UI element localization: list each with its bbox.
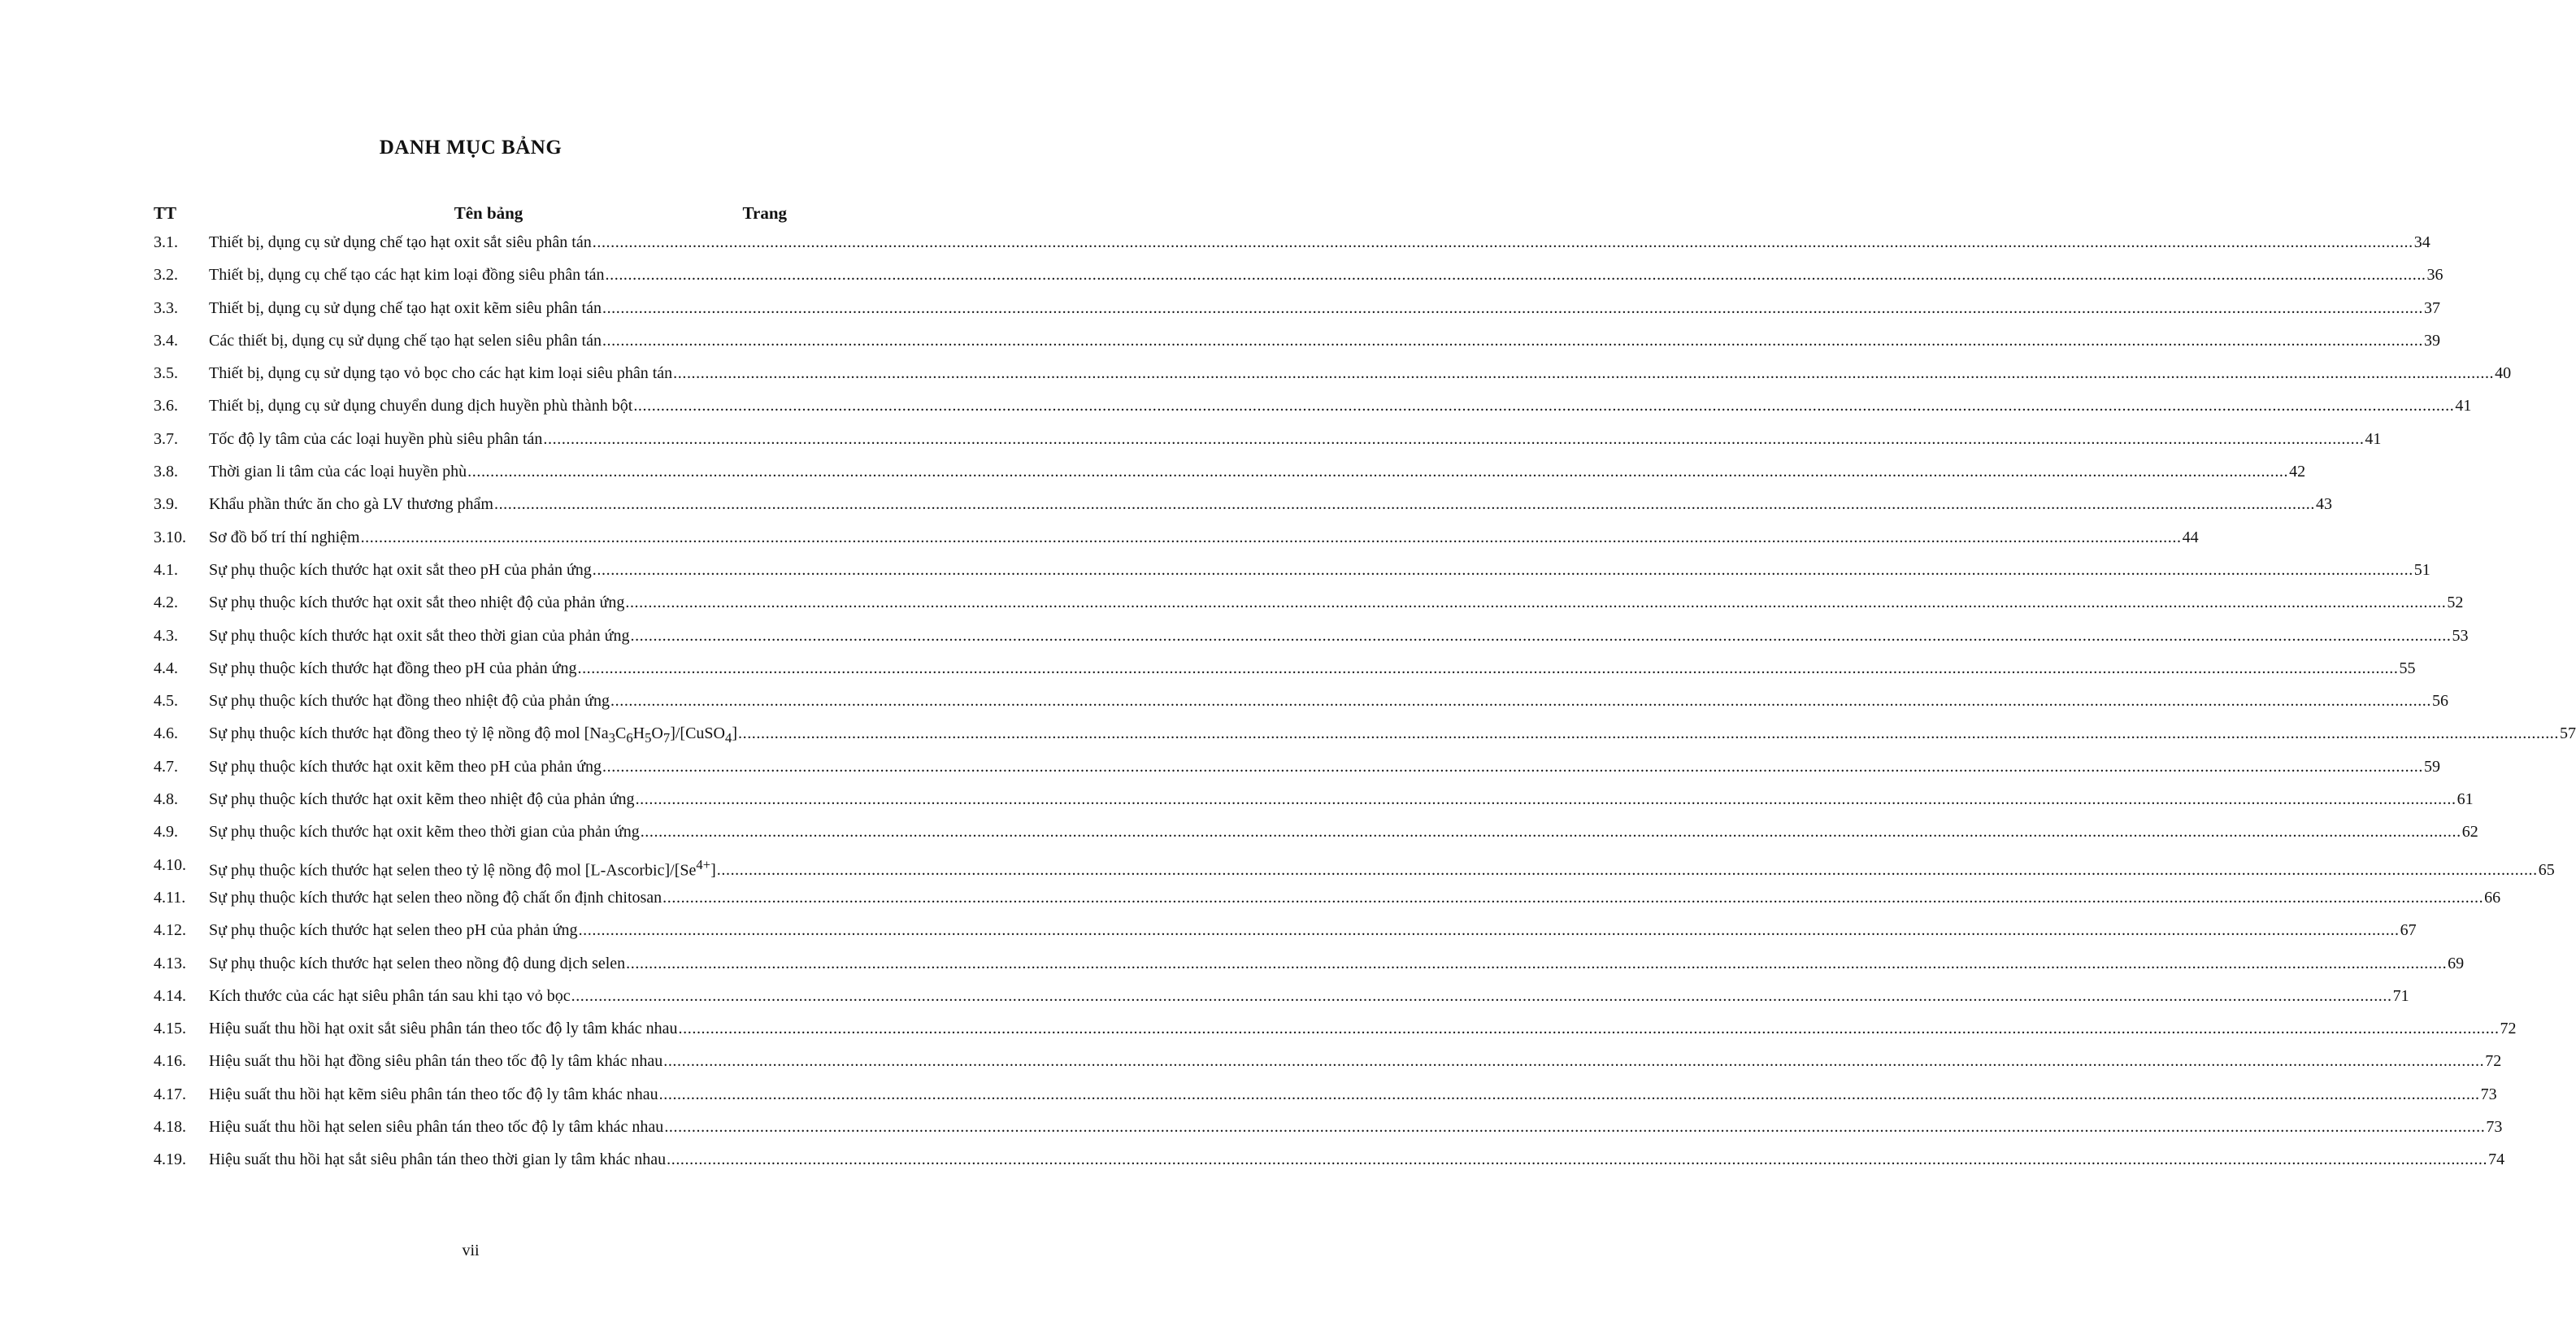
dot-leader: ................................................................................................................................................................................................................................................................................................................................................................................................................ — [626, 954, 2448, 972]
dot-leader: ................................................................................................................................................................................................................................................................................................................................................................................................................ — [592, 233, 2413, 251]
dot-leader: ................................................................................................................................................................................................................................................................................................................................................................................................................ — [625, 594, 2447, 612]
entry-number: 4.13. — [154, 954, 186, 972]
dot-leader: ................................................................................................................................................................................................................................................................................................................................................................................................................ — [360, 528, 2182, 546]
entry-number: 3.3. — [154, 298, 178, 317]
entry-title: Hiệu suất thu hồi hạt oxit sắt siêu phân tán theo tốc độ ly tâm khác nhau — [209, 1020, 678, 1038]
entry-number: 4.2. — [154, 594, 178, 612]
table-list — [0, 226, 2576, 1177]
list-item — [0, 586, 2464, 619]
entry-line — [209, 488, 2332, 520]
entry-title: Thiết bị, dụng cụ chế tạo các hạt kim loại đồng siêu phân tán — [209, 266, 605, 285]
entry-page: 44 — [2182, 528, 2199, 546]
entry-page: 71 — [2392, 986, 2409, 1005]
entry-page: 53 — [2452, 626, 2469, 645]
entry-line — [209, 423, 2382, 455]
list-item — [0, 620, 2469, 652]
list-item — [0, 389, 2472, 422]
dot-leader: ................................................................................................................................................................................................................................................................................................................................................................................................................ — [467, 463, 2289, 481]
entry-line — [209, 324, 2440, 357]
entry-number: 4.4. — [154, 659, 178, 677]
list-item — [0, 292, 2440, 324]
entry-number: 4.1. — [154, 560, 178, 579]
dot-leader: ................................................................................................................................................................................................................................................................................................................................................................................................................ — [543, 429, 2365, 448]
entry-number: 4.11. — [154, 888, 186, 907]
entry-line — [209, 357, 2512, 389]
entry-title: Sự phụ thuộc kích thước hạt selen theo nồng độ dung dịch selen — [209, 954, 626, 972]
entry-line — [209, 292, 2440, 324]
entry-page: 36 — [2426, 266, 2444, 285]
entry-line — [209, 620, 2469, 652]
entry-number: 4.14. — [154, 986, 186, 1005]
entry-line — [209, 521, 2199, 554]
entry-page: 66 — [2484, 888, 2501, 907]
dot-leader: ................................................................................................................................................................................................................................................................................................................................................................................................................ — [578, 921, 2400, 940]
dot-leader: ................................................................................................................................................................................................................................................................................................................................................................................................................ — [640, 823, 2461, 842]
entry-number: 4.3. — [154, 626, 178, 645]
dot-leader: ................................................................................................................................................................................................................................................................................................................................................................................................................ — [667, 1150, 2488, 1169]
dot-leader: ................................................................................................................................................................................................................................................................................................................................................................................................................ — [571, 986, 2392, 1005]
entry-page: 59 — [2424, 757, 2441, 776]
entry-page: 40 — [2495, 364, 2512, 383]
entry-number: 4.8. — [154, 790, 178, 809]
entry-title: Sự phụ thuộc kích thước hạt oxit sắt theo thời gian của phản ứng — [209, 626, 630, 645]
list-item — [0, 1078, 2497, 1111]
entry-page: 41 — [2365, 429, 2382, 448]
entry-title: Hiệu suất thu hồi hạt selen siêu phân tán theo tốc độ ly tâm khác nhau — [209, 1118, 664, 1137]
entry-number: 4.16. — [154, 1052, 186, 1071]
dot-leader: ................................................................................................................................................................................................................................................................................................................................................................................................................ — [577, 659, 2399, 677]
entry-line — [209, 586, 2464, 619]
list-item — [0, 783, 2474, 816]
entry-page: 72 — [2500, 1020, 2517, 1038]
dot-leader: ................................................................................................................................................................................................................................................................................................................................................................................................................ — [610, 692, 2432, 711]
entry-number: 4.7. — [154, 757, 178, 776]
entry-line — [209, 554, 2430, 586]
dot-leader: ................................................................................................................................................................................................................................................................................................................................................................................................................ — [633, 397, 2455, 415]
entry-title: Khẩu phần thức ăn cho gà LV thương phẩm — [209, 495, 493, 514]
entry-title: Sự phụ thuộc kích thước hạt oxit sắt theo pH của phản ứng — [209, 560, 592, 579]
list-item — [0, 849, 2555, 881]
entry-title: Sự phụ thuộc kích thước hạt oxit sắt theo nhiệt độ của phản ứng — [209, 594, 625, 612]
list-item — [0, 226, 2430, 259]
page-title: DANH MỤC BẢNG — [379, 137, 563, 159]
entry-title: Thiết bị, dụng cụ sử dụng chế tạo hạt oxit sắt siêu phân tán — [209, 233, 592, 251]
entry-page: 67 — [2400, 921, 2417, 940]
entry-page: 65 — [2538, 861, 2555, 880]
entry-title: Thời gian li tâm của các loại huyền phù — [209, 463, 467, 481]
entry-page: 73 — [2480, 1085, 2497, 1103]
entry-number: 4.5. — [154, 692, 178, 711]
entry-number: 4.17. — [154, 1085, 186, 1103]
list-item — [0, 357, 2512, 389]
dot-leader: ................................................................................................................................................................................................................................................................................................................................................................................................................ — [662, 888, 2484, 907]
header-table-name: Tên bảng — [454, 203, 523, 223]
entry-number: 3.2. — [154, 266, 178, 285]
list-item — [0, 259, 2444, 291]
entry-line — [209, 652, 2416, 685]
entry-number: 3.10. — [154, 528, 186, 546]
entry-title: Sự phụ thuộc kích thước hạt selen theo nồng độ chất ổn định chitosan — [209, 888, 662, 907]
entry-title: Sơ đồ bố trí thí nghiệm — [209, 528, 360, 546]
entry-line — [209, 947, 2465, 980]
list-item — [0, 521, 2199, 554]
list-item — [0, 816, 2478, 848]
entry-page: 42 — [2289, 463, 2306, 481]
list-item — [0, 1012, 2517, 1045]
entry-number: 3.1. — [154, 233, 178, 251]
dot-leader: ................................................................................................................................................................................................................................................................................................................................................................................................................ — [635, 790, 2457, 809]
entry-title: Sự phụ thuộc kích thước hạt selen theo tỷ lệ nồng độ mol $[L-Ascorbic]/[Se^{4+}]$ — [209, 856, 716, 880]
entry-page: 34 — [2413, 233, 2430, 251]
entry-line — [209, 1143, 2505, 1176]
dot-leader: ................................................................................................................................................................................................................................................................................................................................................................................................................ — [605, 266, 2426, 285]
entry-number: 4.15. — [154, 1020, 186, 1038]
entry-page: 56 — [2432, 692, 2449, 711]
entry-number: 3.4. — [154, 331, 178, 350]
list-item — [0, 652, 2416, 685]
list-item — [0, 1045, 2502, 1077]
entry-title: Sự phụ thuộc kích thước hạt đồng theo pH của phản ứng — [209, 659, 577, 677]
entry-page: 51 — [2413, 560, 2430, 579]
list-item — [0, 947, 2465, 980]
entry-number: 4.18. — [154, 1118, 186, 1137]
list-item — [0, 1143, 2505, 1176]
dot-leader: ................................................................................................................................................................................................................................................................................................................................................................................................................ — [602, 331, 2423, 350]
list-item — [0, 717, 2576, 750]
entry-line — [209, 455, 2306, 488]
entry-number: 3.5. — [154, 364, 178, 383]
entry-title: Hiệu suất thu hồi hạt sắt siêu phân tán theo thời gian ly tâm khác nhau — [209, 1150, 667, 1169]
list-item — [0, 1111, 2503, 1143]
entry-page: 39 — [2423, 331, 2440, 350]
entry-page: 43 — [2315, 495, 2332, 514]
dot-leader: ................................................................................................................................................................................................................................................................................................................................................................................................................ — [664, 1118, 2486, 1137]
dot-leader: ................................................................................................................................................................................................................................................................................................................................................................................................................ — [602, 757, 2424, 776]
entry-title: Thiết bị, dụng cụ sử dụng chuyển dung dịch huyền phù thành bột — [209, 397, 633, 415]
list-item — [0, 324, 2440, 357]
entry-number: 4.19. — [154, 1150, 186, 1169]
entry-page: 61 — [2457, 790, 2474, 809]
entry-page: 74 — [2488, 1150, 2505, 1169]
list-item — [0, 881, 2501, 914]
entry-title: Sự phụ thuộc kích thước hạt đồng theo nhiệt độ của phản ứng — [209, 692, 610, 711]
entry-number: 4.6. — [154, 724, 178, 743]
header-page: Trang — [742, 203, 787, 223]
entry-title: Kích thước của các hạt siêu phân tán sau khi tạo vỏ bọc — [209, 986, 571, 1005]
dot-leader: ................................................................................................................................................................................................................................................................................................................................................................................................................ — [493, 495, 2315, 514]
list-item — [0, 455, 2306, 488]
entry-number: 4.10. — [154, 855, 186, 874]
entry-title: Hiệu suất thu hồi hạt đồng siêu phân tán theo tốc độ ly tâm khác nhau — [209, 1052, 663, 1071]
entry-line — [209, 783, 2474, 816]
entry-title: Tốc độ ly tâm của các loại huyền phù siêu phân tán — [209, 429, 543, 448]
entry-page: 52 — [2447, 594, 2464, 612]
list-item — [0, 914, 2417, 946]
entry-line — [209, 980, 2409, 1012]
dot-leader: ................................................................................................................................................................................................................................................................................................................................................................................................................ — [602, 298, 2423, 317]
dot-leader: ................................................................................................................................................................................................................................................................................................................................................................................................................ — [630, 626, 2452, 645]
entry-line — [209, 685, 2449, 717]
entry-line — [209, 816, 2478, 848]
dot-leader: ................................................................................................................................................................................................................................................................................................................................................................................................................ — [673, 364, 2495, 383]
list-item — [0, 750, 2441, 783]
entry-number: 3.6. — [154, 397, 178, 415]
entry-page: 41 — [2455, 397, 2472, 415]
list-item — [0, 685, 2449, 717]
entry-page: 73 — [2486, 1118, 2503, 1137]
entry-line — [209, 259, 2444, 291]
entry-page: 57 — [2560, 724, 2576, 743]
list-item — [0, 554, 2430, 586]
entry-title: Thiết bị, dụng cụ sử dụng tạo vỏ bọc cho các hạt kim loại siêu phân tán — [209, 364, 673, 383]
dot-leader: ................................................................................................................................................................................................................................................................................................................................................................................................................ — [592, 560, 2413, 579]
entry-line — [209, 881, 2501, 914]
entry-line — [209, 226, 2430, 259]
entry-title: Sự phụ thuộc kích thước hạt oxit kẽm theo pH của phản ứng — [209, 757, 602, 776]
entry-number: 3.9. — [154, 495, 178, 514]
entry-title: Các thiết bị, dụng cụ sử dụng chế tạo hạt selen siêu phân tán — [209, 331, 602, 350]
entry-page: 72 — [2485, 1052, 2502, 1071]
entry-line — [209, 914, 2417, 946]
entry-number: 3.8. — [154, 463, 178, 481]
entry-title: Sự phụ thuộc kích thước hạt selen theo pH của phản ứng — [209, 921, 578, 940]
entry-line — [209, 1078, 2497, 1111]
dot-leader: ................................................................................................................................................................................................................................................................................................................................................................................................................ — [663, 1052, 2485, 1071]
list-item — [0, 980, 2409, 1012]
entry-page: 55 — [2399, 659, 2416, 677]
entry-page: 69 — [2448, 954, 2465, 972]
dot-leader: ................................................................................................................................................................................................................................................................................................................................................................................................................ — [716, 861, 2538, 880]
dot-leader: ................................................................................................................................................................................................................................................................................................................................................................................................................ — [738, 724, 2559, 743]
entry-number: 4.12. — [154, 921, 186, 940]
dot-leader: ................................................................................................................................................................................................................................................................................................................................................................................................................ — [658, 1085, 2480, 1103]
entry-line — [209, 750, 2441, 783]
list-item — [0, 423, 2382, 455]
list-item — [0, 488, 2332, 520]
entry-line — [209, 1012, 2517, 1045]
entry-number: 4.9. — [154, 823, 178, 842]
entry-title: Sự phụ thuộc kích thước hạt oxit kẽm theo nhiệt độ của phản ứng — [209, 790, 635, 809]
header-tt: TT — [154, 203, 177, 223]
entry-page: 62 — [2461, 823, 2478, 842]
entry-line — [209, 1111, 2503, 1143]
entry-page: 37 — [2423, 298, 2440, 317]
page-number: vii — [462, 1242, 480, 1259]
dot-leader: ................................................................................................................................................................................................................................................................................................................................................................................................................ — [678, 1020, 2500, 1038]
entry-title: Sự phụ thuộc kích thước hạt oxit kẽm theo thời gian của phản ứng — [209, 823, 640, 842]
entry-number: 3.7. — [154, 429, 178, 448]
entry-line — [209, 389, 2472, 422]
entry-title: Hiệu suất thu hồi hạt kẽm siêu phân tán theo tốc độ ly tâm khác nhau — [209, 1085, 658, 1103]
entry-line — [209, 1045, 2502, 1077]
entry-title: Sự phụ thuộc kích thước hạt đồng theo tỷ lệ nồng độ mol $[Na_3C_6H_5O_7]/[CuSO_4]$ — [209, 724, 737, 746]
entry-title: Thiết bị, dụng cụ sử dụng chế tạo hạt oxit kẽm siêu phân tán — [209, 298, 602, 317]
